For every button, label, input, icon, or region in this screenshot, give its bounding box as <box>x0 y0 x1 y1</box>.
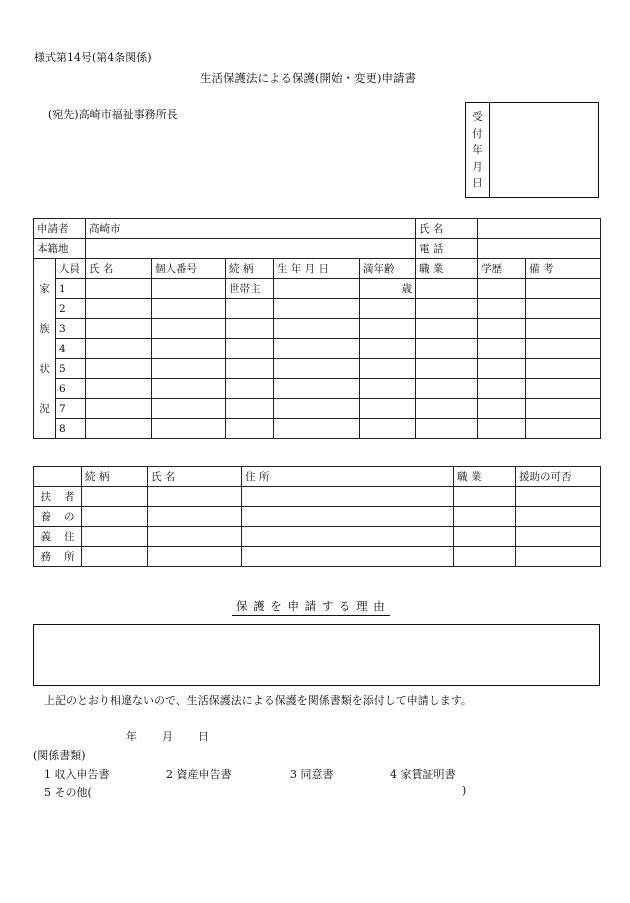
col-header: 職 業 <box>416 259 478 279</box>
cell[interactable] <box>526 399 601 419</box>
cell[interactable] <box>226 399 274 419</box>
cell[interactable] <box>478 399 526 419</box>
cell[interactable] <box>86 319 152 339</box>
attachment-item-other: 5 その他( <box>44 786 92 799</box>
household-side-char: 家 <box>39 282 50 295</box>
cell[interactable] <box>526 359 601 379</box>
cell[interactable] <box>360 359 416 379</box>
support-obligor-table <box>33 466 601 567</box>
receipt-char: 月 <box>472 160 483 173</box>
table-row <box>34 339 601 359</box>
attachment-close-paren: ) <box>462 784 467 797</box>
row-number: 1 <box>56 279 86 299</box>
applicant-value: 高崎市 <box>86 219 416 239</box>
reason-box[interactable] <box>33 624 600 686</box>
cell[interactable] <box>226 359 274 379</box>
support-side-char: の <box>58 507 82 527</box>
cell[interactable] <box>242 547 454 567</box>
cell[interactable] <box>82 507 148 527</box>
receipt-char: 付 <box>472 127 483 140</box>
household-side-label <box>34 259 56 439</box>
cell[interactable] <box>516 527 601 547</box>
cell[interactable] <box>242 487 454 507</box>
age-cell: 歳 <box>360 279 416 299</box>
attachment-item: 1 収入申告書 <box>44 768 110 781</box>
receipt-char: 受 <box>472 111 483 123</box>
applicant-label: 申請者 <box>34 219 86 239</box>
relation-cell: 世帯主 <box>226 279 274 299</box>
cell[interactable] <box>478 279 526 299</box>
cell[interactable] <box>516 547 601 567</box>
cell[interactable] <box>478 359 526 379</box>
cell[interactable] <box>242 527 454 547</box>
cell[interactable] <box>152 279 226 299</box>
col-header: 氏 名 <box>86 259 152 279</box>
support-side-char: 住 <box>58 527 82 547</box>
cell[interactable] <box>152 339 226 359</box>
cell[interactable] <box>86 279 152 299</box>
support-side-char: 義 <box>34 527 58 547</box>
cell[interactable] <box>526 379 601 399</box>
cell[interactable] <box>478 339 526 359</box>
support-side-char: 務 <box>34 547 58 567</box>
col-header: 満年齢 <box>360 259 416 279</box>
cell[interactable] <box>526 319 601 339</box>
support-side-char: 者 <box>58 487 82 507</box>
cell[interactable] <box>416 339 478 359</box>
table-row <box>34 299 601 319</box>
cell[interactable] <box>454 487 516 507</box>
table-row <box>34 279 601 299</box>
cell[interactable] <box>86 299 152 319</box>
cell[interactable] <box>226 319 274 339</box>
household-side-char: 状 <box>39 362 50 375</box>
phone-label: 電 話 <box>416 239 478 259</box>
row-number: 6 <box>56 379 86 399</box>
date-day: 日 <box>198 730 209 743</box>
col-header: 続 柄 <box>82 467 148 487</box>
cell[interactable] <box>274 299 360 319</box>
cell[interactable] <box>454 547 516 567</box>
cell[interactable] <box>152 399 226 419</box>
receipt-stamp-box <box>465 102 599 198</box>
form-title: 生活保護法による保護(開始・変更)申請書 <box>200 71 416 85</box>
support-side-char: 所 <box>58 547 82 567</box>
cell[interactable] <box>416 319 478 339</box>
table-row <box>34 527 601 547</box>
cell[interactable] <box>274 359 360 379</box>
cell[interactable] <box>526 419 601 439</box>
cell[interactable] <box>526 339 601 359</box>
cell[interactable] <box>148 507 242 527</box>
attachment-item: 2 資産申告書 <box>166 768 232 781</box>
col-header: 個人番号 <box>152 259 226 279</box>
cell[interactable] <box>526 279 601 299</box>
domicile-field[interactable] <box>86 239 416 259</box>
cell[interactable] <box>82 487 148 507</box>
row-number: 4 <box>56 339 86 359</box>
cell[interactable] <box>416 359 478 379</box>
col-header: 氏 名 <box>148 467 242 487</box>
cell[interactable] <box>226 339 274 359</box>
cell[interactable] <box>360 319 416 339</box>
cell[interactable] <box>478 379 526 399</box>
row-number: 7 <box>56 399 86 419</box>
cell[interactable] <box>416 399 478 419</box>
cell[interactable] <box>478 419 526 439</box>
cell[interactable] <box>274 379 360 399</box>
cell[interactable] <box>226 419 274 439</box>
cell[interactable] <box>416 379 478 399</box>
cell[interactable] <box>360 399 416 419</box>
cell[interactable] <box>454 527 516 547</box>
cell[interactable] <box>82 547 148 567</box>
date-month: 月 <box>162 730 173 743</box>
col-header: 生 年 月 日 <box>274 259 360 279</box>
table-row <box>34 319 601 339</box>
table-row <box>34 487 601 507</box>
cell[interactable] <box>478 319 526 339</box>
reason-title: 保 護 を 申 請 す る 理 由 <box>232 598 390 616</box>
cell[interactable] <box>454 507 516 527</box>
cell[interactable] <box>360 419 416 439</box>
cell[interactable] <box>360 379 416 399</box>
cell[interactable] <box>516 507 601 527</box>
cell[interactable] <box>152 359 226 379</box>
col-header: 職 業 <box>454 467 516 487</box>
cell[interactable] <box>86 379 152 399</box>
col-header: 学歴 <box>478 259 526 279</box>
applicant-name-field[interactable] <box>478 219 601 239</box>
cell[interactable] <box>360 339 416 359</box>
receipt-label <box>466 103 490 197</box>
cell[interactable] <box>274 339 360 359</box>
table-row <box>34 379 601 399</box>
household-side-char: 族 <box>39 322 50 335</box>
domicile-label: 本籍地 <box>34 239 86 259</box>
col-header: 続 柄 <box>226 259 274 279</box>
cell[interactable] <box>274 419 360 439</box>
cell[interactable] <box>416 419 478 439</box>
cell[interactable] <box>152 299 226 319</box>
support-side-char: 扶 <box>34 487 58 507</box>
cell[interactable] <box>148 527 242 547</box>
cell[interactable] <box>152 379 226 399</box>
table-row <box>34 359 601 379</box>
cell[interactable] <box>526 299 601 319</box>
phone-field[interactable] <box>478 239 601 259</box>
cell[interactable] <box>274 279 360 299</box>
form-number: 様式第14号(第4条関係) <box>34 51 152 64</box>
table-row <box>34 419 601 439</box>
table-row <box>34 507 601 527</box>
cell[interactable] <box>82 527 148 547</box>
cell[interactable] <box>416 279 478 299</box>
declaration-text: 上記のとおり相違ないので、生活保護法による保護を関係書類を添付して申請します。 <box>44 694 472 707</box>
col-header: 人員 <box>56 259 86 279</box>
cell[interactable] <box>416 299 478 319</box>
cell[interactable] <box>274 399 360 419</box>
attachments-title: (関係書類) <box>33 749 86 762</box>
date-year: 年 <box>126 730 137 743</box>
table-row <box>34 399 601 419</box>
cell[interactable] <box>516 487 601 507</box>
row-number: 5 <box>56 359 86 379</box>
row-number: 8 <box>56 419 86 439</box>
col-header: 備 考 <box>526 259 601 279</box>
addressee: (宛先)高崎市福祉事務所長 <box>48 108 178 121</box>
table-row <box>34 547 601 567</box>
household-side-char: 況 <box>39 402 50 415</box>
attachment-item: 4 家賃証明書 <box>390 768 456 781</box>
row-number: 3 <box>56 319 86 339</box>
support-side-char: 養 <box>34 507 58 527</box>
cell[interactable] <box>242 507 454 527</box>
col-header: 援助の可否 <box>516 467 601 487</box>
cell[interactable] <box>360 299 416 319</box>
cell[interactable] <box>226 379 274 399</box>
cell[interactable] <box>86 419 152 439</box>
cell[interactable] <box>86 399 152 419</box>
cell[interactable] <box>226 299 274 319</box>
receipt-char: 日 <box>472 177 483 189</box>
applicant-household-table <box>33 218 601 439</box>
col-header: 住 所 <box>242 467 454 487</box>
name-label: 氏 名 <box>416 219 478 239</box>
cell[interactable] <box>148 547 242 567</box>
receipt-char: 年 <box>472 144 483 156</box>
row-number: 2 <box>56 299 86 319</box>
cell[interactable] <box>478 299 526 319</box>
cell[interactable] <box>152 319 226 339</box>
cell[interactable] <box>274 319 360 339</box>
cell[interactable] <box>152 419 226 439</box>
cell[interactable] <box>148 487 242 507</box>
cell[interactable] <box>86 359 152 379</box>
attachment-item: 3 同意書 <box>290 768 334 781</box>
support-header-blank <box>34 467 82 487</box>
cell[interactable] <box>86 339 152 359</box>
